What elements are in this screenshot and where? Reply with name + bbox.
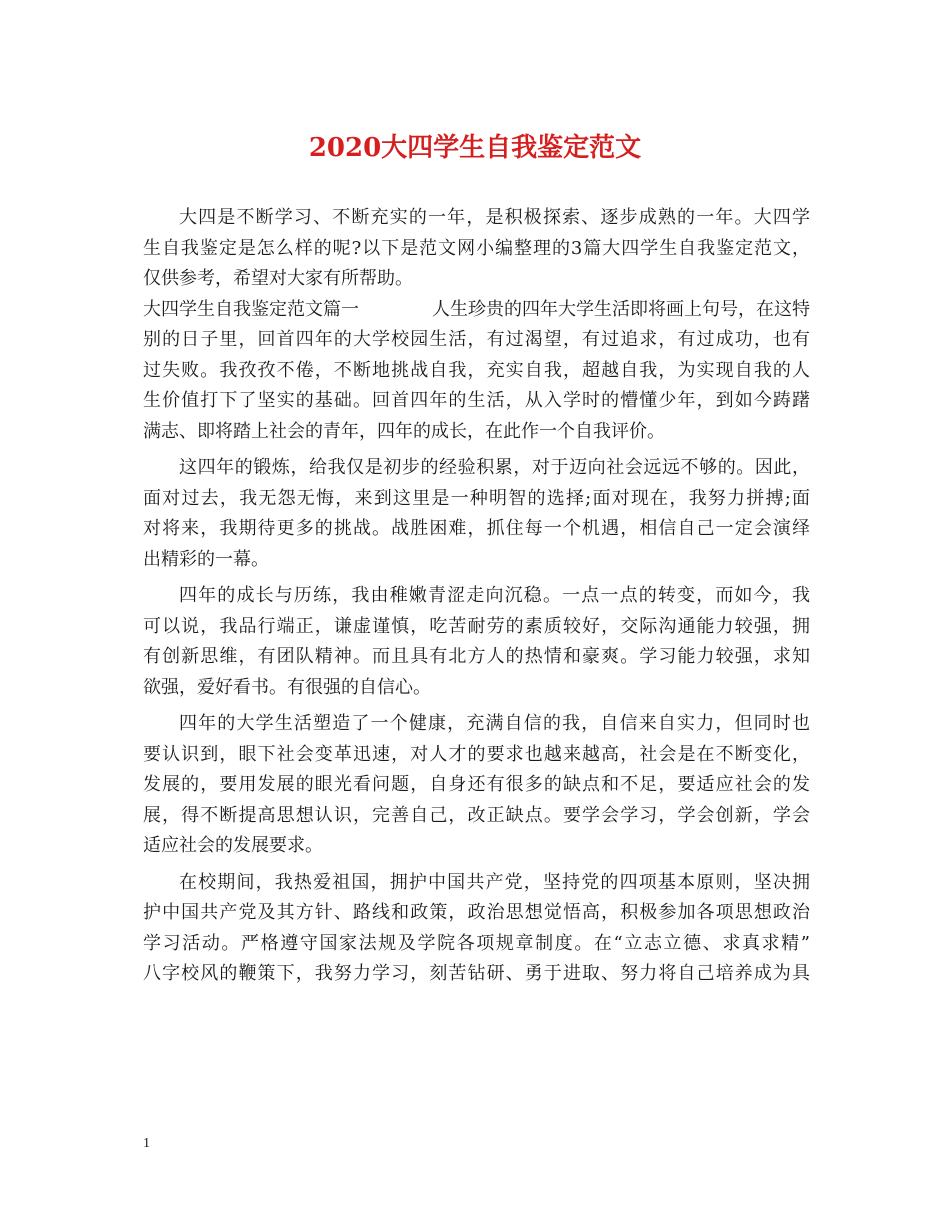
text-line: 对将来，我期待更多的挑战。战胜困难，抓住每一个机遇，相信自己一定会演绎: [143, 518, 810, 539]
text-line: 四年的大学生活塑造了一个健康，充满自信的我，自信来自实力，但同时也: [179, 713, 810, 734]
text-line: 四年的成长与历练，我由稚嫩青涩走向沉稳。一点一点的转变，而如今，我: [179, 585, 810, 606]
text-line: 生自我鉴定是怎么样的呢?以下是范文网小编整理的3篇大四学生自我鉴定范文，: [143, 237, 810, 259]
text-line: 这四年的锻炼，给我仅是初步的经验积累，对于迈向社会远远不够的。因此，: [179, 457, 810, 478]
text-segment: 人生珍贵的四年大学生活即将画上句号，在这特: [432, 298, 810, 320]
text-line: 八字校风的鞭策下，我努力学习，刻苦钻研、勇于进取、努力将自己培养成为具: [143, 963, 810, 984]
text-line: 要认识到，眼下社会变革迅速，对人才的要求也越来越高，社会是在不断变化，: [143, 743, 810, 765]
text-line: 可以说，我品行端正，谦虚谨慎，吃苦耐劳的素质较好，交际沟通能力较强，拥: [143, 615, 810, 637]
text-line: 欲强，爱好看书。有很强的自信心。: [143, 676, 431, 698]
text-line: 有创新思维，有团队精神。而且具有北方人的热情和豪爽。学习能力较强，求知: [143, 646, 810, 667]
text-line: 出精彩的一幕。: [143, 548, 269, 570]
text-line: 展，得不断提高思想认识，完善自己，改正缺点。要学会学习，学会创新，学会: [143, 804, 810, 826]
text-line: 发展的，要用发展的眼光看问题，自身还有很多的缺点和不足，要适应社会的发: [143, 774, 810, 795]
document-body: [143, 203, 810, 990]
document-title: 2020大四学生自我鉴定范文: [308, 133, 642, 163]
text-line: 在校期间，我热爱祖国，拥护中国共产党，坚持党的四项基本原则，坚决拥: [179, 871, 810, 893]
text-line: 适应社会的发展要求。: [143, 835, 323, 856]
text-line: 仅供参考，希望对大家有所帮助。: [143, 268, 413, 289]
text-line: 护中国共产党及其方针、路线和政策，政治思想觉悟高，积极参加各项思想政治: [143, 902, 810, 923]
text-line: 大四是不断学习、不断充实的一年，是积极探索、逐步成熟的一年。大四学: [179, 207, 810, 228]
text-line: 面对过去，我无怨无悔，来到这里是一种明智的选择;面对现在，我努力拼搏;面: [143, 487, 810, 509]
text-line: [143, 295, 810, 326]
text-line: 学习活动。严格遵守国家法规及学院各项规章制度。在“立志立德、求真求精”: [143, 932, 810, 954]
section-heading: 大四学生自我鉴定范文篇一: [143, 298, 359, 320]
text-line: 别的日子里，回首四年的大学校园生活，有过渴望，有过追求，有过成功，也有: [143, 329, 810, 350]
text-line: 满志、即将踏上社会的青年，四年的成长，在此作一个自我评价。: [143, 420, 665, 442]
page-number: 1: [143, 1136, 150, 1151]
text-line: 过失败。我孜孜不倦，不断地挑战自我，充实自我，超越自我，为实现自我的人: [143, 359, 810, 381]
text-line: 生价值打下了坚实的基础。回首四年的生活，从入学时的懵懂少年，到如今踌躇: [143, 390, 810, 411]
